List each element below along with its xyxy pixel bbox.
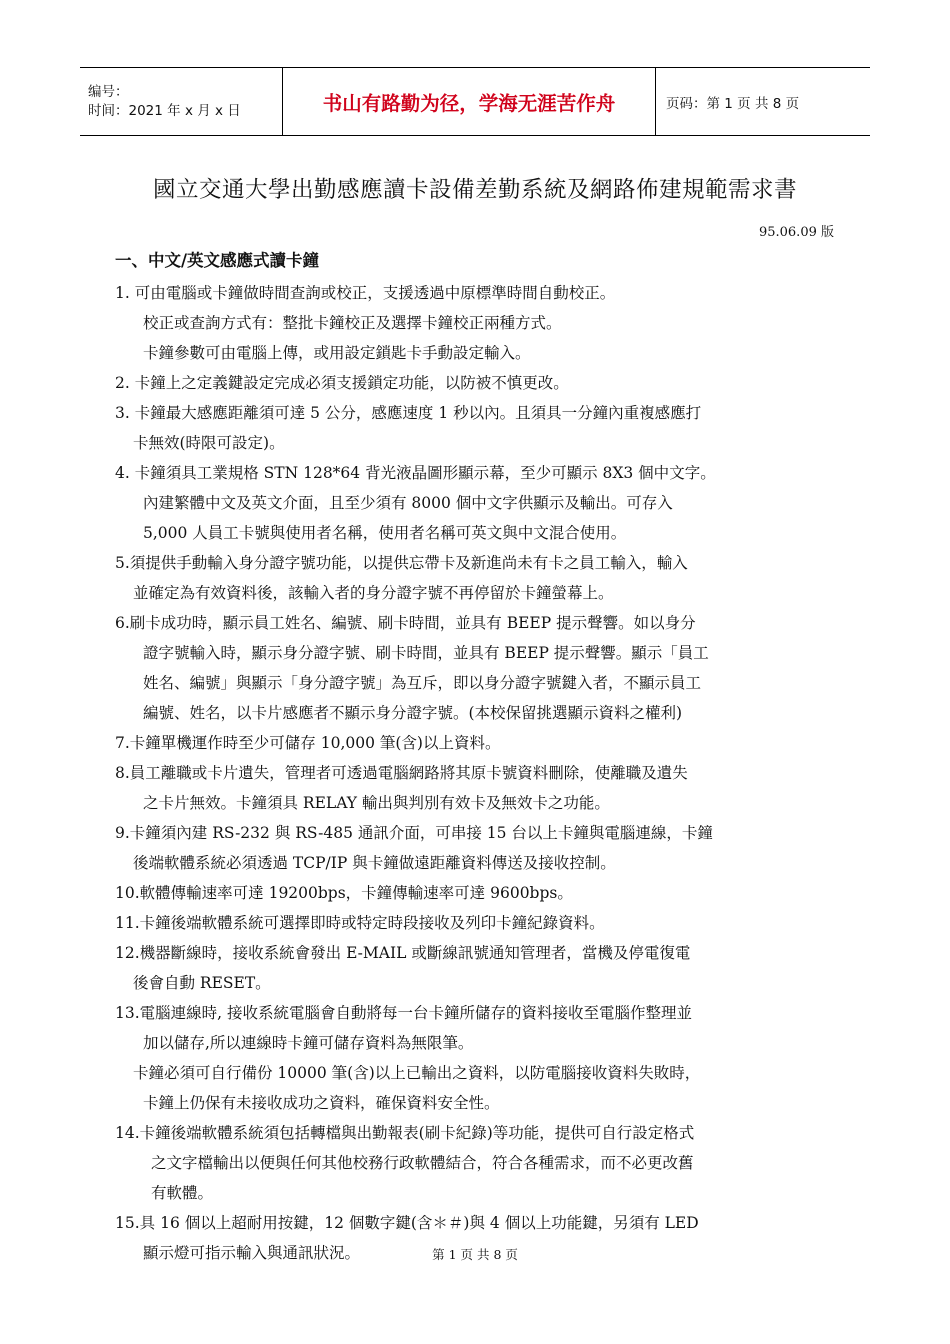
requirement-line: 13.電腦連線時, 接收系統電腦會自動將每一台卡鐘所儲存的資料接收至電腦作整理並 <box>115 1004 693 1022</box>
requirement-line: 內建繁體中文及英文介面，且至少須有 8000 個中文字供顯示及輸出。可存入 <box>143 494 673 512</box>
requirement-item <box>115 458 845 548</box>
requirement-item <box>115 998 845 1118</box>
requirement-line: 5.須提供手動輸入身分證字號功能，以提供忘帶卡及新進尚未有卡之員工輸入，輸入 <box>115 554 688 572</box>
document-body <box>115 246 845 1268</box>
header-meta <box>80 68 282 135</box>
requirement-line: 顯示燈可指示輸入與通訊狀況。 <box>143 1244 361 1262</box>
requirement-line: 之卡片無效。卡鐘須具 RELAY 輸出與判別有效卡及無效卡之功能。 <box>143 794 610 812</box>
requirement-line: 1. 可由電腦或卡鐘做時間查詢或校正，支援透過中原標準時間自動校正。 <box>115 284 616 302</box>
requirement-line: 編號、姓名，以卡片感應者不顯示身分證字號。(本校保留挑選顯示資料之權利) <box>143 704 683 722</box>
requirement-line: 卡鐘上仍保有未接收成功之資料，確保資料安全性。 <box>143 1094 500 1112</box>
requirement-line: 卡鐘必須可自行備份 10000 筆(含)以上已輸出之資料，以防電腦接收資料失敗時， <box>133 1064 701 1082</box>
requirement-line: 3. 卡鐘最大感應距離須可達 5 公分，感應速度 1 秒以內。且須具一分鐘內重複感應打 <box>115 404 702 422</box>
document-title: 國立交通大學出勤感應讀卡設備差勤系統及網路佈建規範需求書 <box>152 177 797 203</box>
requirement-line: 10.軟體傳輸速率可達 19200bps，卡鐘傳輸速率可達 9600bps。 <box>115 884 573 902</box>
requirement-line: 後會自動 RESET。 <box>133 974 271 992</box>
header-page-number: 页码：第 1 页 共 8 页 <box>666 95 800 112</box>
document-version: 95.06.09 版 <box>758 225 834 240</box>
requirement-line: 11.卡鐘後端軟體系統可選擇即時或特定時段接收及列印卡鐘紀錄資料。 <box>115 914 605 932</box>
requirement-item <box>115 368 845 398</box>
requirement-item <box>115 818 845 878</box>
header-page-cell <box>656 68 870 135</box>
requirement-line: 之文字檔輸出以便與任何其他校務行政軟體結合，符合各種需求，而不必更改舊 <box>151 1154 694 1172</box>
requirement-line: 6.刷卡成功時，顯示員工姓名、編號、刷卡時間，並具有 BEEP 提示聲響。如以身分 <box>115 614 696 632</box>
requirement-item <box>115 398 845 458</box>
requirement-list <box>115 278 845 1268</box>
requirement-item <box>115 938 845 998</box>
requirement-line: 12.機器斷線時，接收系統會發出 E-MAIL 或斷線訊號通知管理者，當機及停電復電 <box>115 944 691 962</box>
requirement-line: 有軟體。 <box>151 1184 214 1202</box>
header-motto-cell <box>282 68 656 135</box>
requirement-line: 證字號輸入時，顯示身分證字號、刷卡時間，並具有 BEEP 提示聲響。顯示「員工 <box>143 644 709 662</box>
section-heading: 一、中文/英文感應式讀卡鐘 <box>115 251 320 270</box>
requirement-line: 7.卡鐘單機運作時至少可儲存 10,000 筆(含)以上資料。 <box>115 734 501 752</box>
requirement-line: 校正或查詢方式有：整批卡鐘校正及選擇卡鐘校正兩種方式。 <box>143 314 562 332</box>
requirement-item <box>115 758 845 818</box>
requirement-line: 2. 卡鐘上之定義鍵設定完成必須支援鎖定功能，以防被不慎更改。 <box>115 374 569 392</box>
requirement-item <box>115 728 845 758</box>
document-date: 时间：2021 年 x 月 x 日 <box>88 102 241 119</box>
requirement-line: 後端軟體系統必須透過 TCP/IP 與卡鐘做遠距離資料傳送及接收控制。 <box>133 854 616 872</box>
requirement-item <box>115 548 845 608</box>
requirement-line: 5,000 人員工卡號與使用者名稱，使用者名稱可英文與中文混合使用。 <box>143 524 627 542</box>
requirement-line: 加以儲存,所以連線時卡鐘可儲存資料為無限筆。 <box>143 1034 474 1052</box>
requirement-item <box>115 278 845 368</box>
requirement-item <box>115 608 845 728</box>
requirement-line: 4. 卡鐘須具工業規格 STN 128*64 背光液晶圖形顯示幕，至少可顯示 8X3 個中文字。 <box>115 464 716 482</box>
requirement-line: 8.員工離職或卡片遺失，管理者可透過電腦網路將其原卡號資料刪除，使離職及遺失 <box>115 764 688 782</box>
page-header <box>80 67 870 136</box>
header-motto: 书山有路勤为径，学海无涯苦作舟 <box>322 91 616 115</box>
requirement-line: 姓名、編號」與顯示「身分證字號」為互斥，即以身分證字號鍵入者，不顯示員工 <box>143 674 702 692</box>
requirement-line: 卡鐘參數可由電腦上傳，或用設定鎖匙卡手動設定輸入。 <box>143 344 531 362</box>
requirement-item <box>115 908 845 938</box>
document-code: 编号： <box>88 83 129 100</box>
requirement-item <box>115 1118 845 1208</box>
requirement-item <box>115 878 845 908</box>
requirement-line: 並確定為有效資料後，該輸入者的身分證字號不再停留於卡鐘螢幕上。 <box>133 584 614 602</box>
requirement-line: 卡無效(時限可設定)。 <box>133 434 285 452</box>
page-footer: 第 1 页 共 8 页 <box>432 1247 518 1262</box>
requirement-line: 15.具 16 個以上超耐用按鍵，12 個數字鍵(含＊＃)與 4 個以上功能鍵，另須有 LED <box>115 1214 699 1232</box>
requirement-line: 14.卡鐘後端軟體系統須包括轉檔與出勤報表(刷卡紀錄)等功能，提供可自行設定格式 <box>115 1124 695 1142</box>
requirement-line: 9.卡鐘須內建 RS-232 與 RS-485 通訊介面，可串接 15 台以上卡鐘與電腦連線，卡鐘 <box>115 824 713 842</box>
